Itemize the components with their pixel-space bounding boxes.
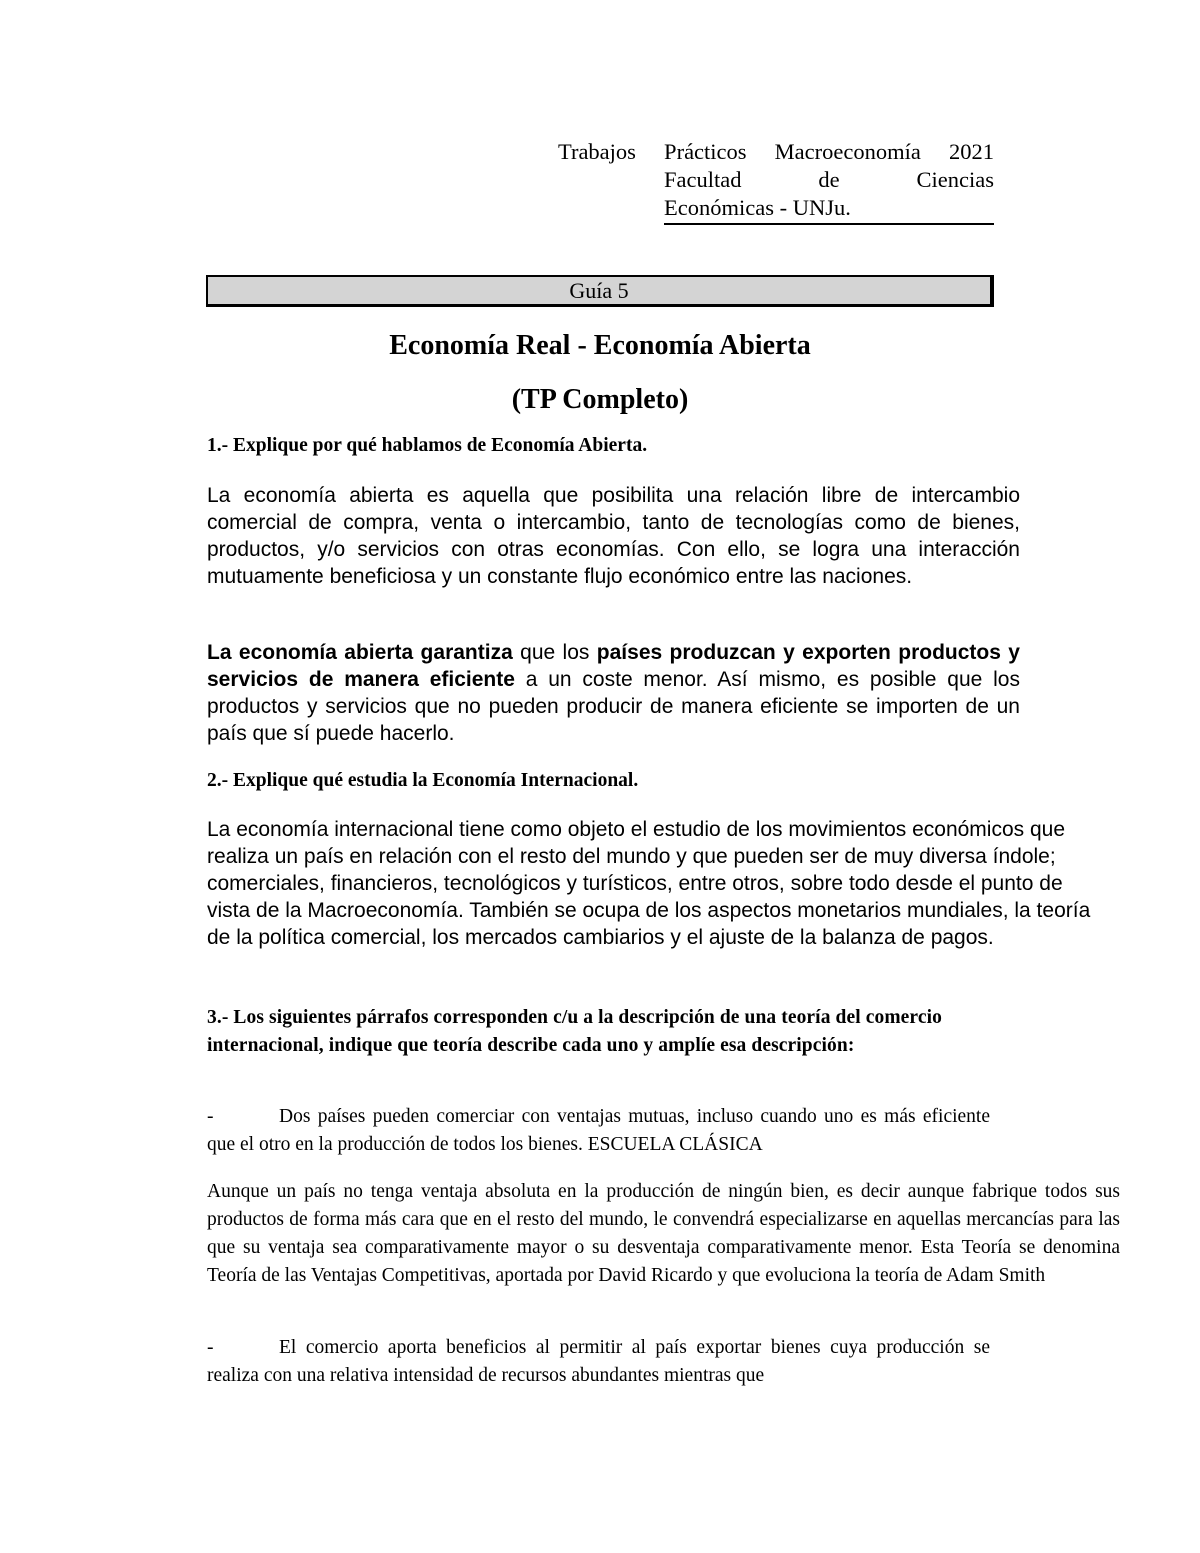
question-3: 3.- Los siguientes párrafos corresponden c/u a la descripción de una teoría del comercio internacional, indique que teoría describe cada uno y amplíe esa descripción: bbox=[207, 1007, 942, 1056]
document-header bbox=[558, 138, 994, 225]
answer-1-text-2: a un coste menor. Así mismo, es posible que los productos y servicios que no pueden producir de manera eficiente se importen de un país que sí puede hacerlo. bbox=[207, 668, 1020, 745]
dash-bullet: - bbox=[207, 1106, 214, 1127]
answer-1-paragraph-2 bbox=[207, 639, 1020, 747]
question-1: 1.- Explique por qué hablamos de Economía Abierta. bbox=[207, 435, 648, 456]
answer-1-bold-1: La economía abierta garantiza bbox=[207, 641, 513, 664]
header-university-line: Económicas - UNJu. bbox=[664, 194, 994, 225]
theory-item-1-answer-text: Aunque un país no tenga ventaja absoluta en la producción de ningún bien, es decir aunque fabrique todos sus productos de forma más cara que en el resto del mundo, le convendrá especializarse en aquellas mercancías para las que su ventaja sea comparativamente mayor o su desventaja comparativamente menor. Esta Teoría se denomina Teoría de las Ventajas Competitivas, aportada por David Ricardo y que evoluciona la teoría de Adam Smith bbox=[207, 1181, 1120, 1286]
guide-label-box: Guía 5 bbox=[206, 275, 994, 307]
page-subtitle: (TP Completo) bbox=[511, 384, 689, 415]
answer-1-text-1: que los bbox=[512, 641, 597, 664]
theory-item-2-text: El comercio aporta beneficios al permitir al país exportar bienes cuya producción se realiza con una relativa intensidad de recursos abundantes mientras que bbox=[207, 1337, 990, 1386]
page-title: Economía Real - Economía Abierta bbox=[389, 330, 811, 361]
header-course-line: Trabajos Prácticos Macroeconomía 2021 bbox=[558, 139, 994, 164]
answer-1-text: La economía abierta es aquella que posibilita una relación libre de intercambio comercial de compra, venta o intercambio, tanto de tecnologías como de bienes, productos, y/o servicios con otras economías. Con ello, se logra una interacción mutuamente beneficiosa y un constante flujo económico entre las naciones. bbox=[207, 484, 1020, 588]
answer-1-bold-2: países produzcan y exporten productos y servicios de manera eficiente bbox=[207, 641, 1020, 691]
header-faculty-line: Facultad de Ciencias bbox=[664, 167, 994, 192]
theory-item-2 bbox=[207, 1334, 990, 1390]
answer-2-paragraph bbox=[207, 816, 1102, 951]
theory-item-1-answer bbox=[207, 1178, 1120, 1290]
dash-bullet: - bbox=[207, 1337, 214, 1358]
theory-item-1-text: Dos países pueden comerciar con ventajas mutuas, incluso cuando uno es más eficiente que el otro en la producción de todos los bienes. ESCUELA CLÁSICA bbox=[207, 1106, 990, 1155]
answer-1-paragraph-1 bbox=[207, 482, 1020, 590]
theory-item-1 bbox=[207, 1103, 990, 1159]
question-2: 2.- Explique qué estudia la Economía Internacional. bbox=[207, 770, 639, 791]
answer-2-text: La economía internacional tiene como objeto el estudio de los movimientos económicos que realiza un país en relación con el resto del mundo y que pueden ser de muy diversa índole; comerciales, financieros, tecnológicos y turísticos, entre otros, sobre todo desde el punto de vista de la Macroeconomía. También se ocupa de los aspectos monetarios mundiales, la teoría de la política comercial, los mercados cambiarios y el ajuste de la balanza de pagos. bbox=[207, 818, 1091, 949]
